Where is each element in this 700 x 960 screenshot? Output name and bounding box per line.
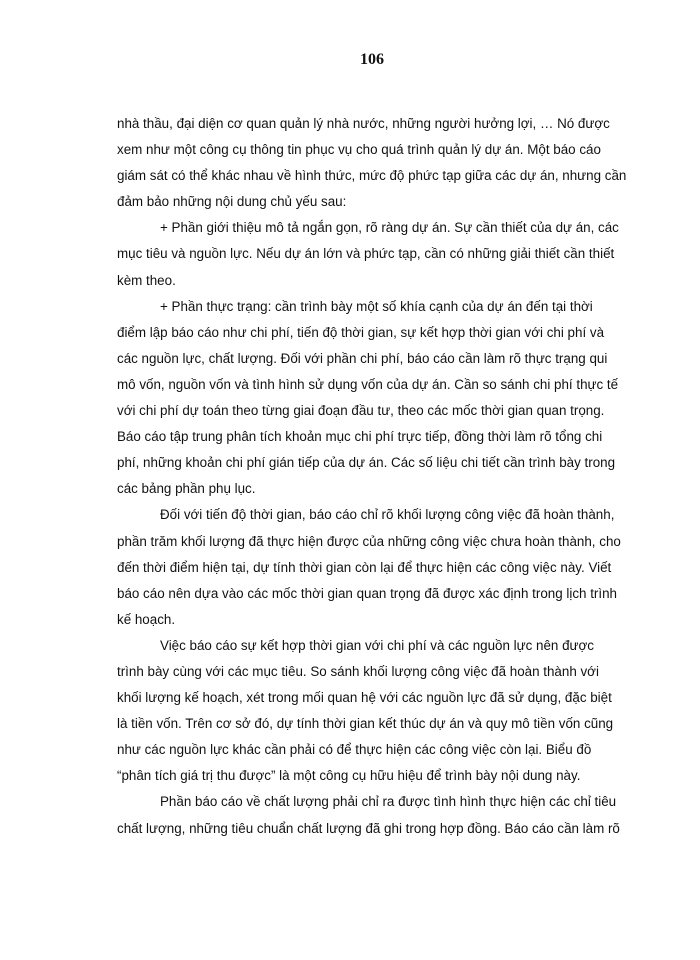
text-line: phí, những khoản chi phí gián tiếp của dự án. Các số liệu chi tiết cần trình bày trong — [117, 455, 616, 471]
text-line: các bảng phần phụ lục. — [117, 481, 256, 497]
text-line: chất lượng, những tiêu chuẩn chất lượng đã ghi trong hợp đồng. Báo cáo cần làm rõ — [117, 820, 620, 836]
text-line: giám sát có thể khác nhau về hình thức, mức độ phức tạp giữa các dự án, nhưng cần — [117, 168, 627, 184]
paragraph — [117, 633, 628, 790]
text-line: điểm lập báo cáo như chi phí, tiến độ thời gian, sự kết hợp thời gian với chi phí và — [117, 324, 605, 340]
paragraph — [117, 789, 628, 841]
text-line: Việc báo cáo sự kết hợp thời gian với chi phí và các nguồn lực nên được — [160, 637, 594, 653]
text-line: nhà thầu, đại diện cơ quan quản lý nhà nước, những người hưởng lợi, … Nó được — [117, 116, 610, 131]
text-line: kèm theo. — [117, 272, 176, 288]
body-text — [117, 111, 628, 842]
text-line: khối lượng kế hoạch, xét trong mối quan hệ với các nguồn lực đã sử dụng, đặc biệt — [117, 690, 612, 706]
text-line: Phần báo cáo về chất lượng phải chỉ ra được tình hình thực hiện các chỉ tiêu — [160, 794, 617, 810]
paragraph — [117, 111, 628, 215]
text-line: phần trăm khối lượng đã thực hiện được của những công việc chưa hoàn thành, cho — [117, 533, 621, 549]
text-line: xem như một công cụ thông tin phục vụ cho quá trình quản lý dự án. Một báo cáo — [117, 142, 601, 158]
text-line: với chi phí dự toán theo từng giai đoạn đầu tư, theo các mốc thời gian quan trọng. — [117, 403, 605, 419]
text-line: mục tiêu và nguồn lực. Nếu dự án lớn và phức tạp, cần có những giải thiết cần thiết — [117, 246, 615, 262]
page-number: 106 — [360, 51, 384, 68]
paragraph — [117, 215, 628, 293]
text-line: đảm bảo những nội dung chủ yếu sau: — [117, 194, 347, 210]
text-line: kế hoạch. — [117, 611, 176, 627]
text-line: “phân tích giá trị thu được” là một công cụ hữu hiệu để trình bày nội dung này. — [117, 768, 581, 784]
text-line: các nguồn lực, chất lượng. Đối với phần chi phí, báo cáo cần làm rõ thực trạng qui — [117, 350, 608, 366]
text-line: Đối với tiến độ thời gian, báo cáo chỉ rõ khối lượng công việc đã hoàn thành, — [160, 507, 615, 523]
text-line: như các nguồn lực khác cần phải có để thực hiện các công việc còn lại. Biểu đồ — [117, 742, 592, 758]
text-line: là tiền vốn. Trên cơ sở đó, dự tính thời gian kết thúc dự án và quy mô tiền vốn cũng — [117, 716, 614, 732]
text-line: mô vốn, nguồn vốn và tình hình sử dụng vốn của dự án. Cần so sánh chi phí thực tế — [117, 376, 619, 392]
paragraph — [117, 294, 628, 503]
text-line: + Phần thực trạng: cần trình bày một số khía cạnh của dự án đến tại thời — [160, 298, 593, 314]
text-line: + Phần giới thiệu mô tả ngắn gọn, rõ ràng dự án. Sự cần thiết của dự án, các — [160, 220, 619, 236]
paragraph — [117, 502, 628, 632]
text-line: Báo cáo tập trung phân tích khoản mục chi phí trực tiếp, đồng thời làm rõ tổng chi — [117, 429, 603, 445]
text-line: trình bày cùng với các mục tiêu. So sánh khối lượng công việc đã hoàn thành với — [117, 663, 599, 679]
text-line: báo cáo nên dựa vào các mốc thời gian quan trọng đã được xác định trong lịch trình — [117, 585, 617, 601]
text-line: đến thời điểm hiện tại, dự tính thời gian còn lại để thực hiện các công việc này. Viết — [117, 559, 612, 575]
